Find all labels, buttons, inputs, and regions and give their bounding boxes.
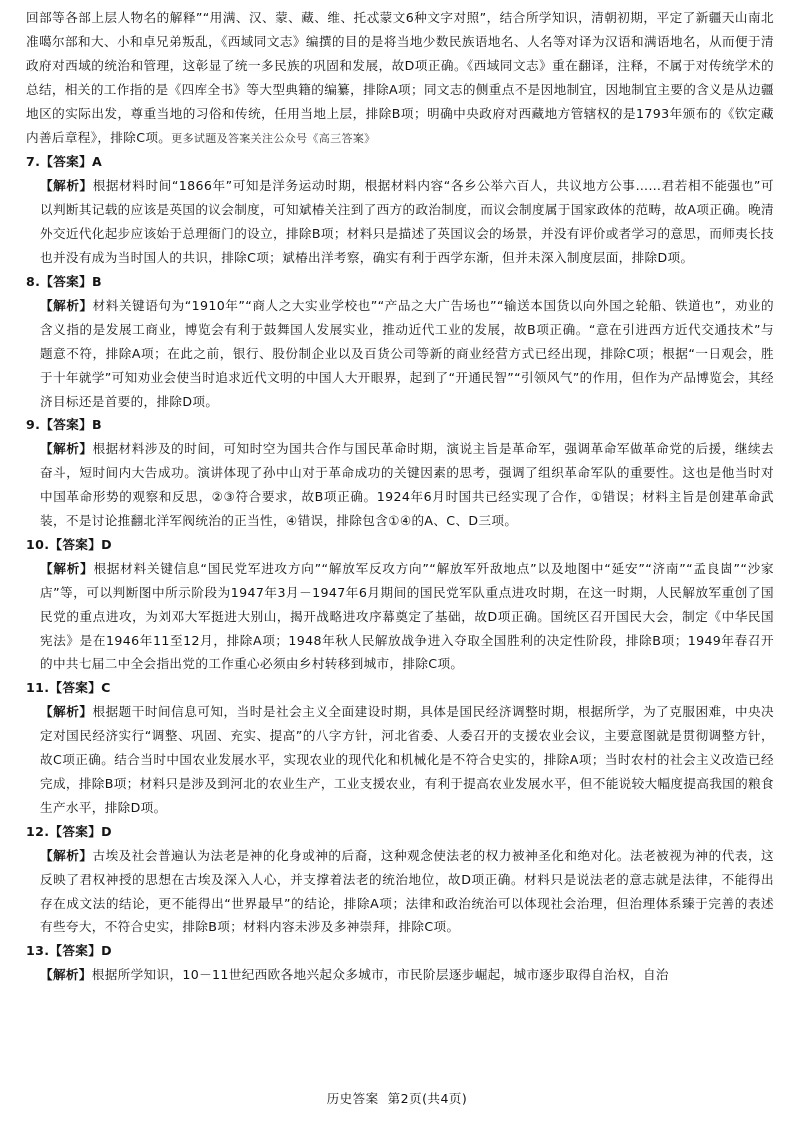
question-answer-line <box>26 150 774 174</box>
analysis-tag: 【解析】 <box>40 178 93 194</box>
analysis-tag: 【解析】 <box>40 967 92 983</box>
answer-tag: 【答案】 <box>40 417 93 433</box>
question-answer-line <box>26 533 774 557</box>
question-number: 9. <box>26 417 41 433</box>
intro-text: 回部等各部上层人物名的解释”“用满、汉、蒙、藏、维、托忒蒙文6种文字对照”，结合所学知识，清朝初期，平定了新疆天山南北准噶尔部和大、小和卓兄弟叛乱，《西域同文志》编撰的目的是将当地少数民族语地名、人名等对译为汉语和满语地名，从而便于清政府对西域的统治和管理，这彰显了统一多民族的巩固和发展，故D项正确。《西域同文志》重在翻译，注释，不属于对传统学术的总结，相关的工作指的是《四库全书》等大型典籍的编纂，排除A项；同文志的侧重点不是因地制宜，因地制宜主要的含义是从边疆地区的实际出发，尊重当地的习俗和传统，任用当地上层，排除B项；明确中央政府对西藏地方管辖权的是1793年颁布的《钦定藏内善后章程》，排除C项。 <box>26 10 774 145</box>
answer-tag: 【答案】 <box>49 680 102 696</box>
analysis-text: 根据材料涉及的时间，可知时空为国共合作与国民革命时期，演说主旨是革命军，强调革命军做革命党的后援，继续去奋斗，短时间内大告成功。演讲体现了孙中山对于革命成功的关键因素的思考，强调了组织革命军队的重要性。这也是他当时对中国革命形势的观察和反思，②③符合要求，故B项正确。1924年6月时国共已经实现了合作，①错误；材料主旨是创建革命武装，不是讨论推翻北洋军阀统治的正当性，④错误，排除包含①④的A、C、D三项。 <box>40 441 775 529</box>
analysis-text: 根据所学知识，10－11世纪西欧各地兴起众多城市，市民阶层逐步崛起，城市逐步取得自治权，自治 <box>91 967 669 983</box>
question-number: 10. <box>26 536 50 552</box>
question-answer-line <box>26 676 774 700</box>
intro-paragraph <box>26 6 774 150</box>
answer-choice: B <box>92 273 102 289</box>
analysis-paragraph <box>40 174 774 270</box>
analysis-paragraph <box>40 963 774 987</box>
question-answer-line <box>26 820 774 844</box>
question-answer-line <box>26 270 774 294</box>
answer-content <box>26 6 774 987</box>
question-answer-line <box>26 413 774 437</box>
answer-choice: D <box>101 943 112 959</box>
analysis-paragraph <box>40 294 774 414</box>
answer-choice: D <box>101 536 112 552</box>
analysis-paragraph <box>40 557 774 677</box>
answer-tag: 【答案】 <box>49 823 102 839</box>
question-number: 13. <box>26 943 50 959</box>
answer-choice: A <box>92 154 103 170</box>
wechat-note: 更多试题及答案关注公众号《高三答案》 <box>171 131 376 145</box>
answer-choice: C <box>101 680 111 696</box>
question-number: 11. <box>26 680 50 696</box>
analysis-text: 古埃及社会普遍认为法老是神的化身或神的后裔，这种观念使法老的权力被神圣化和绝对化。法老被视为神的代表，这反映了君权神授的思想在古埃及深入人心，并支撑着法老的统治地位，故D项正确。材料只是说法老的意志就是法律，不能得出存在成文法的结论，更不能得出“世界最早”的结论，排除A项；法律和政治统治可以体现社会治理，但治理体系臻于完善的表述有些夸大，不符合史实，排除B项；材料内容未涉及多神崇拜，排除C项。 <box>40 847 775 935</box>
analysis-tag: 【解析】 <box>40 704 93 720</box>
question-answer-line <box>26 939 774 963</box>
footer-subject: 历史答案 <box>326 1091 379 1106</box>
answer-tag: 【答案】 <box>49 943 102 959</box>
analysis-text: 材料关键语句为“1910年”“商人之大实业学校也”“产品之大广告场也”“输送本国货以向外国之轮船、铁道也”，劝业的含义指的是发展工商业，博览会有利于鼓舞国人发展实业，推动近代工业的发展，故B项正确。“意在引进西方近代交通技术”与题意不符，排除A项；在此之前，银行、股份制企业以及百货公司等新的商业经营方式已经出现，排除C项；根据“一日观会，胜于十年就学”可知劝业会使当时追求近代文明的中国人大开眼界，起到了“开通民智”“引领风气”的作用，但作为产品博览会，其经济目标还是首要的，排除D项。 <box>40 297 774 409</box>
analysis-text: 根据题干时间信息可知，当时是社会主义全面建设时期，具体是国民经济调整时期，根据所学，为了克服困难，中央决定对国民经济实行“调整、巩固、充实、提高”的八字方针，河北省委、人委召开的支援农业会议，主要意图就是贯彻调整方针，故C项正确。结合当时中国农业发展水平，实现农业的现代化和机械化是不符合史实的，排除A项；当时农村的社会主义改造已经完成，排除B项；材料只是涉及到河北的农业生产，工业支援农业，有利于提高农业发展水平，但不能说较大幅度提高我国的粮食生产水平，排除D项。 <box>40 704 775 815</box>
analysis-text: 根据材料关键信息“国民党军进攻方向”“解放军反攻方向”“解放军歼敌地点”以及地图中“延安”“济南”“孟良崮”“沙家店”等，可以判断图中所示阶段为1947年3月－1947年6月期间的国民党军队重点进攻时期，在这一时期，人民解放军重创了国民党的重点进攻，为刘邓大军挺进大别山，揭开战略进攻序幕奠定了基础，故D项正确。国统区召开国民大会，制定《中华民国宪法》是在1946年11至12月，排除A项；1948年秋人民解放战争进入夺取全国胜利的决定性阶段，排除B项；1949年春召开的中共七届二中全会指出党的工作重心必须由乡村转移到城市，排除C项。 <box>40 560 774 672</box>
footer-page: 第2页(共4页) <box>387 1091 468 1106</box>
page-footer <box>0 1089 794 1107</box>
analysis-paragraph <box>40 437 774 533</box>
analysis-tag: 【解析】 <box>40 560 94 576</box>
analysis-tag: 【解析】 <box>40 297 93 313</box>
analysis-text: 根据材料时间“1866年”可知是洋务运动时期，根据材料内容“各乡公举六百人，共议地方公事……君若相不能强也”可以判断其记载的应该是英国的议会制度，可知斌椿关注到了西方的政治制度，而议会制度属于国家政体的范畴，故A项正确。晚清外交近代化起步应该始于总理衙门的设立，排除B项；材料只是描述了英国议会的场景，并没有评价或者学习的意思，而师夷长技也并没有成为当时国人的共识，排除C项；斌椿出洋考察，确实有利于西学东渐，但并未深入制度层面，排除D项。 <box>40 178 774 266</box>
question-number: 12. <box>26 823 50 839</box>
answer-tag: 【答案】 <box>49 536 102 552</box>
answer-tag: 【答案】 <box>40 154 93 170</box>
question-number: 8. <box>26 273 41 289</box>
answer-items <box>26 150 774 987</box>
analysis-tag: 【解析】 <box>40 441 93 457</box>
analysis-tag: 【解析】 <box>40 847 93 863</box>
answer-choice: D <box>101 823 112 839</box>
analysis-paragraph <box>40 700 774 820</box>
analysis-paragraph <box>40 844 774 940</box>
answer-tag: 【答案】 <box>40 273 93 289</box>
question-number: 7. <box>26 154 41 170</box>
answer-choice: B <box>92 417 102 433</box>
